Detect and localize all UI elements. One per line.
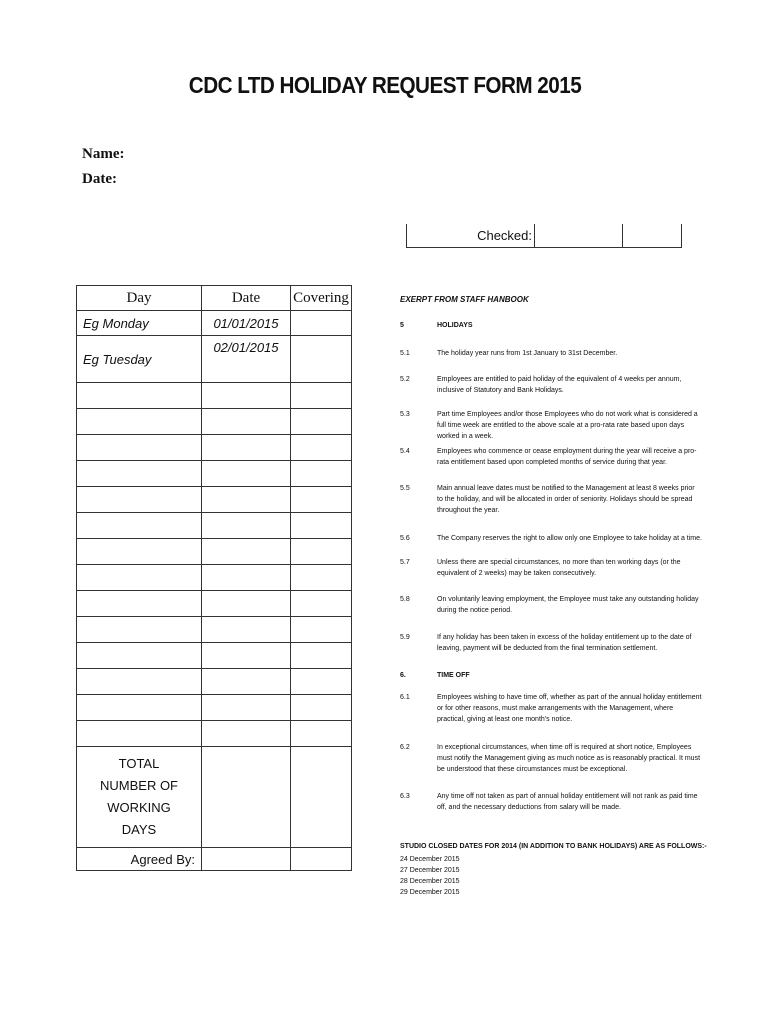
date-cell[interactable] (202, 565, 291, 591)
covering-cell[interactable] (291, 539, 352, 565)
table-row (77, 336, 352, 383)
clause-text: Employees wishing to have time off, whether as part of the annual holiday entitlement or for other reasons, must make arrangements with the Management, where practical, giving at least one month's notice. (437, 694, 702, 723)
name-label: Name: (82, 146, 125, 162)
day-cell[interactable] (77, 383, 202, 409)
date-cell[interactable] (202, 721, 291, 747)
clause-text: Any time off not taken as part of annual holiday entitlement will not rank as paid time off, and the necessary deductions from salary will be made. (437, 793, 698, 811)
day-cell[interactable] (77, 669, 202, 695)
checked-box[interactable] (406, 224, 682, 248)
covering-cell[interactable] (291, 336, 352, 383)
table-row[interactable] (77, 435, 352, 461)
date-cell[interactable] (202, 487, 291, 513)
date-label: Date: (82, 171, 117, 187)
clause-number: 5.8 (400, 596, 410, 603)
day-cell[interactable] (77, 513, 202, 539)
day-cell[interactable] (77, 695, 202, 721)
date-cell[interactable] (202, 513, 291, 539)
covering-cell[interactable] (291, 311, 352, 336)
checked-label: Checked: (477, 228, 532, 243)
day-cell[interactable] (77, 539, 202, 565)
clause-number: 5.2 (400, 376, 410, 383)
clause-text: Employees who commence or cease employment during the year will receive a pro-rata entitlement based upon completed months of service during that year. (437, 448, 697, 466)
date-cell[interactable] (202, 435, 291, 461)
table-row (77, 311, 352, 336)
clause-text: Unless there are special circumstances, no more than ten working days (or the equivalent of 2 weeks) may be taken consecutively. (437, 559, 681, 577)
total-date-cell[interactable] (202, 747, 291, 848)
clause-text: The Company reserves the right to allow only one Employee to take holiday at a time. (437, 535, 702, 542)
covering-cell[interactable] (291, 513, 352, 539)
table-row[interactable] (77, 695, 352, 721)
date-cell[interactable] (202, 695, 291, 721)
day-cell[interactable] (77, 721, 202, 747)
date-cell[interactable] (202, 591, 291, 617)
total-covering-cell[interactable] (291, 747, 352, 848)
date-cell[interactable] (202, 669, 291, 695)
example-day: Eg Monday (77, 311, 202, 336)
clause-text: In exceptional circumstances, when time off is required at short notice, Employees must notify the Management giving as much notice as is reasonably practical. It must be understood that these circumstances must be exceptional. (437, 744, 701, 773)
table-row[interactable] (77, 461, 352, 487)
example-date: 02/01/2015 (202, 336, 291, 383)
header-date: Date (202, 286, 291, 311)
covering-cell[interactable] (291, 591, 352, 617)
date-cell[interactable] (202, 383, 291, 409)
closed-dates-list (400, 854, 460, 898)
example-date: 01/01/2015 (202, 311, 291, 336)
date-cell[interactable] (202, 617, 291, 643)
covering-cell[interactable] (291, 383, 352, 409)
closed-date: 28 December 2015 (400, 878, 460, 885)
holiday-days-table (76, 285, 352, 871)
table-row[interactable] (77, 383, 352, 409)
table-row[interactable] (77, 487, 352, 513)
covering-cell[interactable] (291, 695, 352, 721)
total-label-text: TOTAL NUMBER OF WORKING DAYS (100, 756, 178, 837)
covering-cell[interactable] (291, 669, 352, 695)
section-title: HOLIDAYS (437, 322, 473, 329)
clause-number: 6.3 (400, 793, 410, 800)
date-cell[interactable] (202, 461, 291, 487)
covering-cell[interactable] (291, 487, 352, 513)
total-row (77, 747, 352, 848)
clause-text: Employees are entitled to paid holiday of the equivalent of 4 weeks per annum, inclusive of Statutory and Bank Holidays. (437, 376, 682, 394)
table-row[interactable] (77, 669, 352, 695)
table-row[interactable] (77, 643, 352, 669)
section-number: 6. (400, 672, 406, 679)
clause-text: The holiday year runs from 1st January to 31st December. (437, 350, 618, 357)
clause-number: 6.1 (400, 694, 410, 701)
day-cell[interactable] (77, 643, 202, 669)
day-cell[interactable] (77, 461, 202, 487)
clause-text: Part time Employees and/or those Employees who do not work what is considered a full time week are entitled to the above scale at a pro-rata rate based upon days worked in a week. (437, 411, 698, 440)
covering-cell[interactable] (291, 461, 352, 487)
header-day: Day (77, 286, 202, 311)
clause-text: If any holiday has been taken in excess of the holiday entitlement up to the date of leaving, payment will be deducted from the final termination settlement. (437, 634, 692, 652)
closed-date: 24 December 2015 (400, 856, 460, 863)
clause-number: 5.9 (400, 634, 410, 641)
clause-number: 5.5 (400, 485, 410, 492)
total-working-days-label (77, 747, 202, 848)
example-day: Eg Tuesday (77, 336, 202, 383)
agreed-by-extra[interactable] (291, 848, 352, 871)
closed-date: 29 December 2015 (400, 889, 460, 896)
day-cell[interactable] (77, 591, 202, 617)
clause-number: 5.7 (400, 559, 410, 566)
header-covering: Covering (291, 286, 352, 311)
day-cell[interactable] (77, 617, 202, 643)
table-row[interactable] (77, 539, 352, 565)
closed-date: 27 December 2015 (400, 867, 460, 874)
date-cell[interactable] (202, 409, 291, 435)
date-cell[interactable] (202, 539, 291, 565)
covering-cell[interactable] (291, 565, 352, 591)
clause-number: 6.2 (400, 744, 410, 751)
table-row[interactable] (77, 591, 352, 617)
covering-cell[interactable] (291, 435, 352, 461)
covering-cell[interactable] (291, 409, 352, 435)
agreed-by-signature[interactable] (202, 848, 291, 871)
section-title: TIME OFF (437, 672, 470, 679)
agreed-by-label: Agreed By: (77, 848, 202, 871)
form-title: CDC LTD HOLIDAY REQUEST FORM 2015 (188, 72, 582, 98)
day-cell[interactable] (77, 487, 202, 513)
day-cell[interactable] (77, 565, 202, 591)
covering-cell[interactable] (291, 721, 352, 747)
table-row[interactable] (77, 409, 352, 435)
closed-dates-heading: STUDIO CLOSED DATES FOR 2014 (IN ADDITION TO BANK HOLIDAYS) ARE AS FOLLOWS:- (400, 843, 707, 850)
section-number: 5 (400, 322, 404, 329)
excerpt-heading: EXERPT FROM STAFF HANBOOK (400, 295, 529, 304)
covering-cell[interactable] (291, 643, 352, 669)
day-cell[interactable] (77, 435, 202, 461)
clause-number: 5.3 (400, 411, 410, 418)
agreed-row (77, 848, 352, 871)
clause-number: 5.4 (400, 448, 410, 455)
clause-text: On voluntarily leaving employment, the Employee must take any outstanding holiday during the notice period. (437, 596, 699, 614)
table-row[interactable] (77, 513, 352, 539)
clause-number: 5.6 (400, 535, 410, 542)
clause-text: Main annual leave dates must be notified to the Management at least 8 weeks prior to the holiday, and will be allocated in order of seniority. Holidays should be spread throughout the year. (437, 485, 695, 514)
date-cell[interactable] (202, 643, 291, 669)
table-row[interactable] (77, 565, 352, 591)
covering-cell[interactable] (291, 617, 352, 643)
table-row[interactable] (77, 721, 352, 747)
day-cell[interactable] (77, 409, 202, 435)
clause-number: 5.1 (400, 350, 410, 357)
table-row[interactable] (77, 617, 352, 643)
